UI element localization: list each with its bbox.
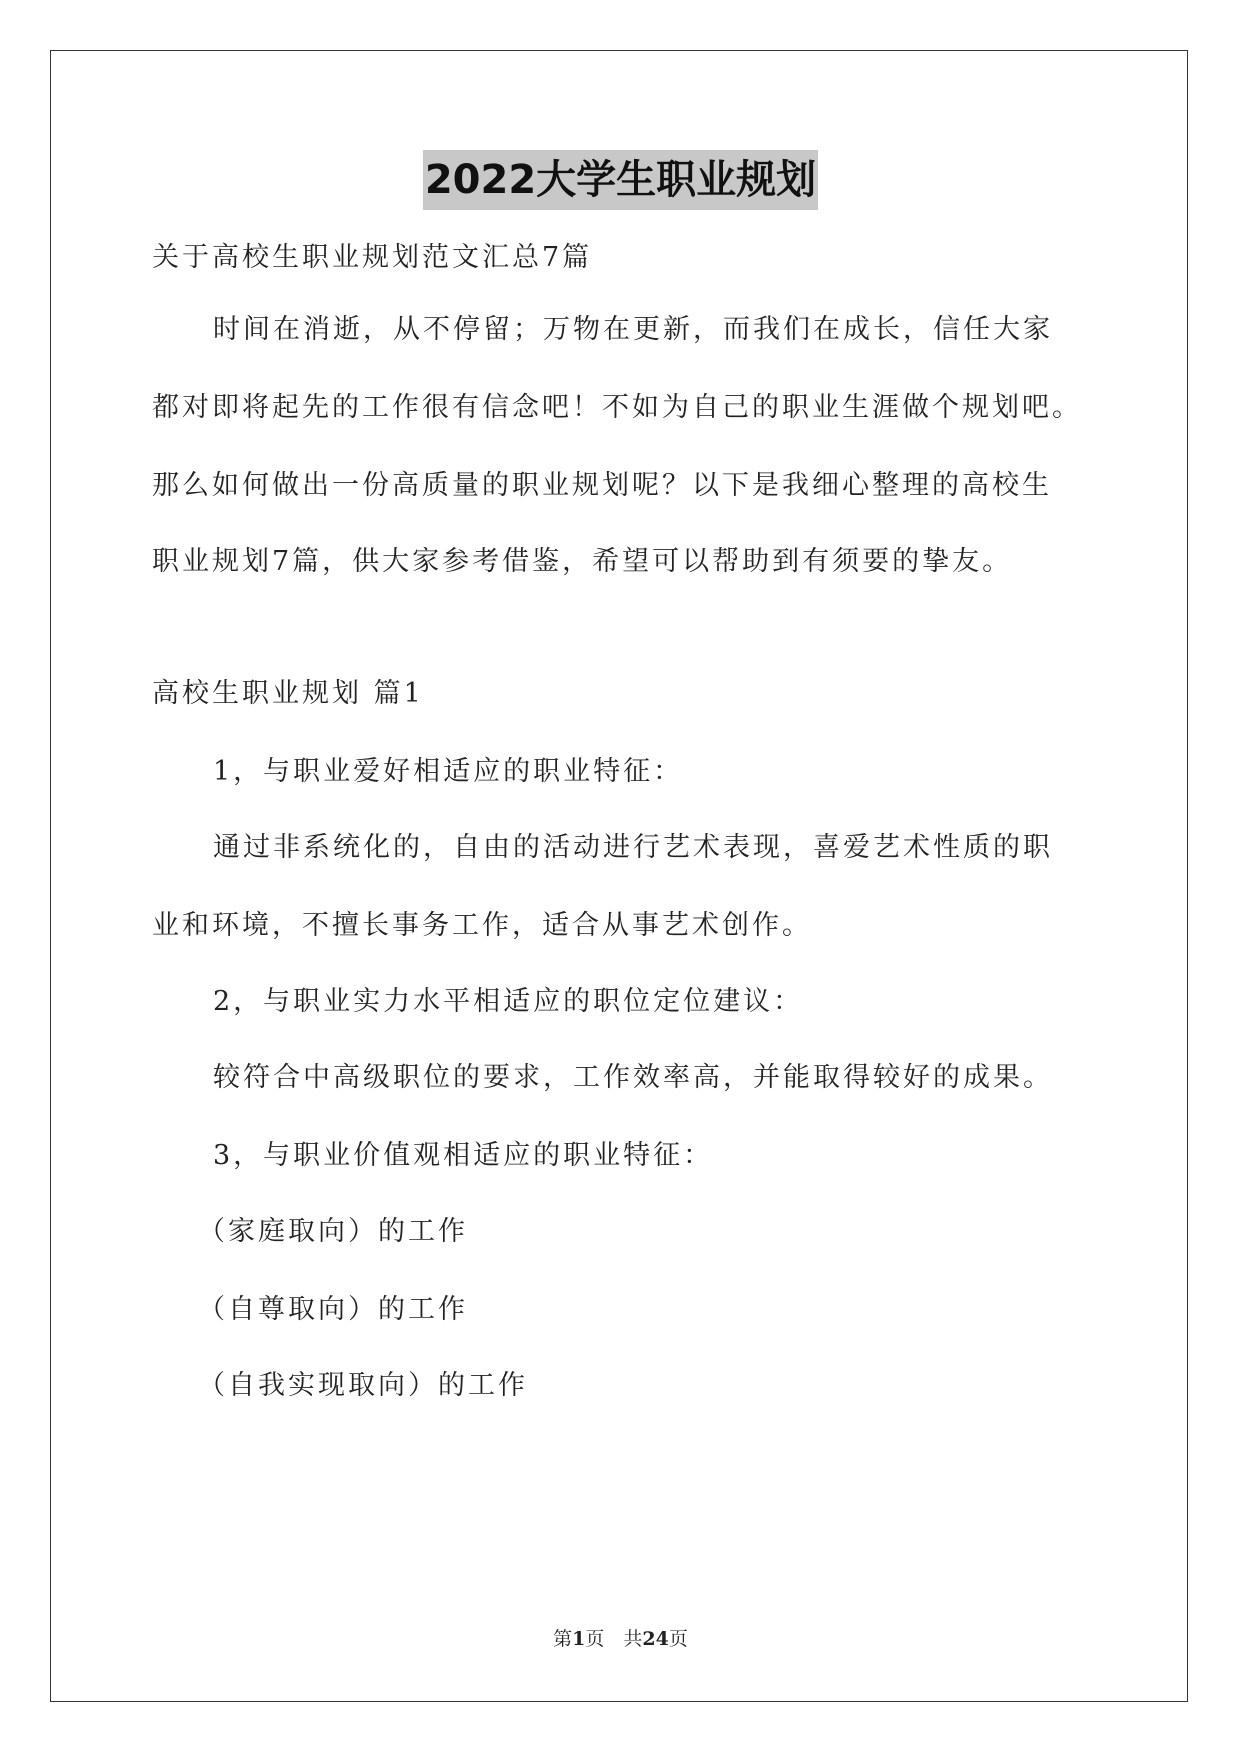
list-item: （自尊取向）的工作 (198, 1294, 468, 1325)
page-border (50, 50, 1188, 1702)
footer-suffix: 页 (668, 1628, 688, 1650)
document-subtitle: 关于高校生职业规划范文汇总7篇 (152, 242, 593, 273)
list-item: （自我实现取向）的工作 (198, 1370, 528, 1401)
intro-line: 那么如何做出一份高质量的职业规划呢？以下是我细心整理的高校生 (152, 470, 1052, 501)
total-pages-number: 24 (642, 1628, 669, 1650)
document-title-text: 2022大学生职业规划 (423, 150, 818, 210)
item-heading: 2，与职业实力水平相适应的职位定位建议： (213, 986, 804, 1017)
body-line: 较符合中高级职位的要求，工作效率高，并能取得较好的成果。 (213, 1062, 1053, 1093)
item-heading: 3，与职业价值观相适应的职业特征： (213, 1140, 714, 1171)
body-line: 业和环境，不擅长事务工作，适合从事艺术创作。 (152, 910, 812, 941)
item-heading: 1，与职业爱好相适应的职业特征： (213, 756, 684, 787)
document-title (0, 150, 1241, 218)
body-line: 通过非系统化的，自由的活动进行艺术表现，喜爱艺术性质的职 (213, 832, 1053, 863)
intro-line: 职业规划7篇，供大家参考借鉴，希望可以帮助到有须要的挚友。 (152, 546, 1013, 577)
intro-line: 都对即将起先的工作很有信念吧！不如为自己的职业生涯做个规划吧。 (152, 392, 1082, 423)
intro-line: 时间在消逝，从不停留；万物在更新，而我们在成长，信任大家 (213, 314, 1053, 345)
page-footer (0, 1626, 1241, 1652)
section-heading: 高校生职业规划 篇1 (152, 678, 424, 709)
current-page-number: 1 (572, 1628, 586, 1650)
footer-prefix: 第 (553, 1628, 573, 1650)
list-item: （家庭取向）的工作 (198, 1216, 468, 1247)
footer-mid: 页 共 (585, 1628, 643, 1650)
